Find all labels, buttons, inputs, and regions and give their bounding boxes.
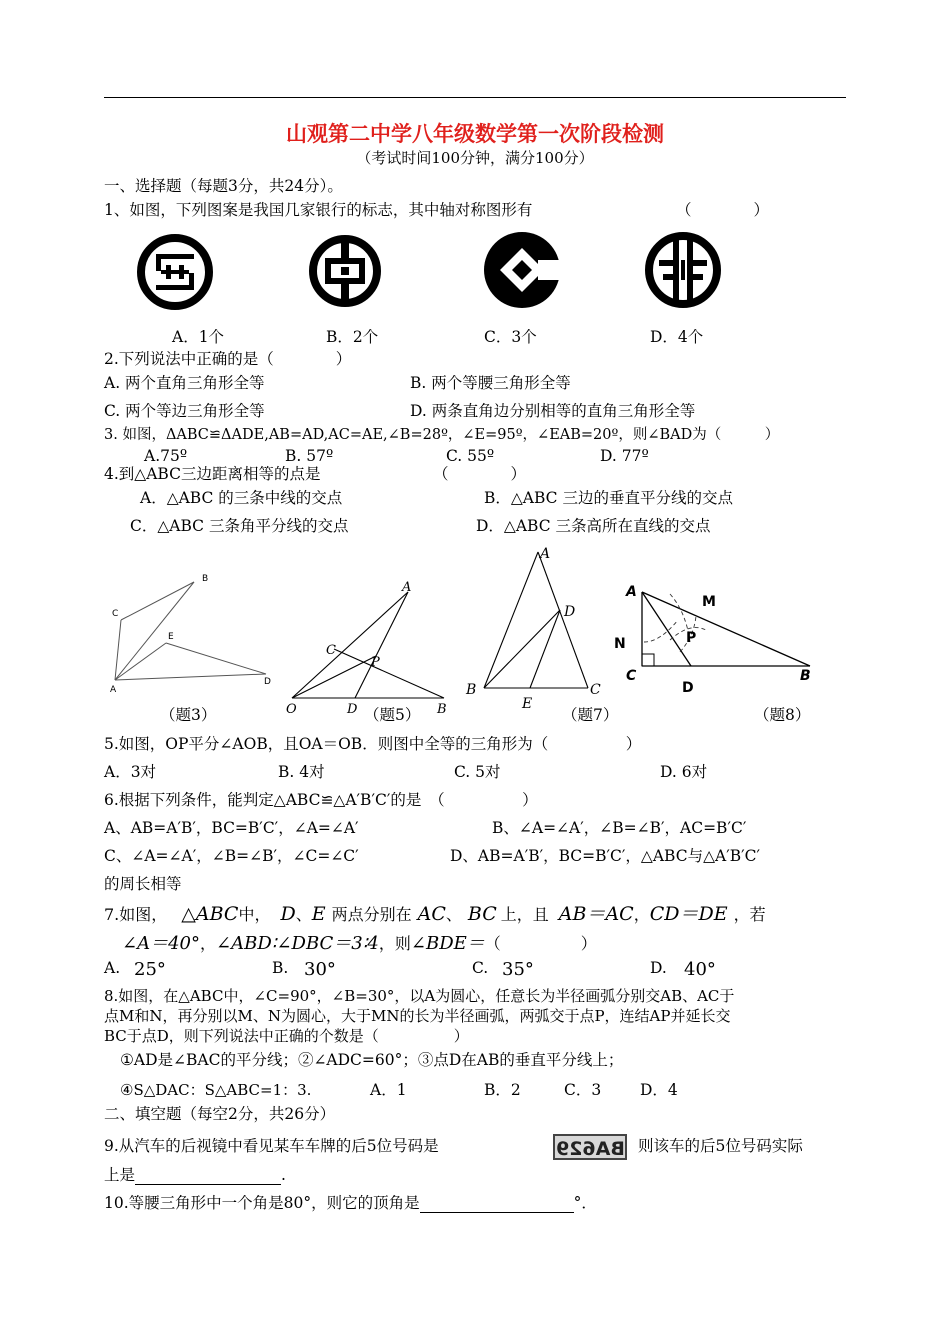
- q3-stem: 3. 如图，ΔABC≌ΔADE,AB=AD,AC=AE,∠B=28º，∠E=95º，∠EAB=20º，则∠BAD为（ ）: [104, 427, 780, 443]
- q9-text-c: 上是: [104, 1166, 136, 1184]
- f8-label-b: B: [800, 668, 811, 684]
- f3-label-a: A: [110, 685, 117, 695]
- q7-text-comma: ，: [633, 905, 650, 924]
- q7-line2: [122, 932, 597, 956]
- f5-label-o: O: [286, 702, 297, 717]
- q1-option-a: A．1个: [172, 328, 225, 346]
- q7-seg-bc: BC: [467, 903, 497, 925]
- q2-stem: 2.下列说法中正确的是（ ）: [104, 350, 352, 368]
- q4-option-d: D．△ABC 三条高所在直线的交点: [476, 517, 711, 535]
- q6-stem: 6.根据下列条件，能判定△ABC≌△A′B′C′的是 （ ）: [104, 791, 538, 809]
- f7-label-d: D: [564, 604, 576, 620]
- q7-ratio: ∠ABD∶∠DBC＝3∶4: [216, 933, 379, 954]
- q1-option-d: D．4个: [650, 328, 704, 346]
- q3-option-c: C. 55º: [446, 447, 495, 465]
- q7-option-c-letter: C.: [472, 959, 489, 977]
- q2-option-a: A. 两个直角三角形全等: [104, 374, 265, 392]
- q7-text-comma2: ，: [200, 934, 217, 953]
- q7-paren: （ ）: [484, 934, 597, 953]
- f5-label-c: C: [326, 643, 336, 658]
- q5-stem: 5.如图，OP平分∠AOB，且OA＝OB．则图中全等的三角形为（ ）: [104, 735, 642, 753]
- figure-5: [284, 576, 454, 718]
- q5-option-a: A．3对: [104, 763, 157, 781]
- f8-label-p: P: [686, 630, 697, 646]
- q8-line3: BC于点D，则下列说法中正确的个数是（ ）: [104, 1027, 469, 1045]
- q8-option-d: D．4: [640, 1081, 678, 1099]
- q4-paren: （ ）: [433, 465, 527, 483]
- q8-line4: ①AD是∠BAC的平分线；②∠ADC=60°；③点D在AB的垂直平分线上；: [120, 1051, 624, 1069]
- q7-seg-ac: AC: [417, 903, 446, 925]
- q7-text-ruo: ，若: [733, 905, 766, 924]
- f8-label-a: A: [626, 584, 637, 600]
- figure-8: [610, 572, 825, 700]
- figure-7: [460, 544, 610, 714]
- q7-point-d: D: [280, 903, 296, 925]
- q2-option-c: C. 两个等边三角形全等: [104, 402, 265, 420]
- q5-option-b: B. 4对: [278, 763, 325, 781]
- q1-option-c: C．3个: [484, 328, 537, 346]
- f5-label-b: B: [437, 702, 447, 717]
- caption-fig3: （题3）: [160, 706, 217, 724]
- q3-option-d: D. 77º: [600, 447, 649, 465]
- q5-option-d: D. 6对: [660, 763, 708, 781]
- f7-label-e: E: [522, 696, 533, 712]
- f8-label-m: M: [702, 594, 716, 610]
- bank-logo-2-icon: [306, 231, 384, 311]
- f5-label-p: P: [371, 655, 380, 670]
- f3-label-c: C: [112, 609, 119, 619]
- q7-option-b-letter: B.: [272, 959, 289, 977]
- f7-label-c: C: [590, 682, 601, 698]
- q8-line2: 点M和N，再分别以M、N为圆心，大于MN的长为半径画弧，两弧交于点P，连结AP并延长交: [104, 1007, 731, 1025]
- q7-text-ze: ，则: [378, 934, 411, 953]
- q7-line1: [104, 902, 766, 927]
- f8-label-d: D: [682, 680, 694, 696]
- q6-option-c: C、∠A=∠A′，∠B=∠B′，∠C=∠C′: [104, 847, 359, 865]
- f3-label-d: D: [264, 677, 271, 687]
- bank-logo-3-icon: [482, 230, 562, 310]
- q7-eq2: CD＝DE: [649, 903, 728, 925]
- header-rule: [104, 97, 846, 98]
- section2-heading: 二、填空题（每空2分，共26分）: [104, 1105, 336, 1123]
- q7-point-e: E: [311, 903, 326, 925]
- caption-fig7: （题7）: [562, 706, 619, 724]
- q7-option-c: 35°: [502, 959, 534, 980]
- q4-option-b: B．△ABC 三边的垂直平分线的交点: [484, 489, 733, 507]
- q9-text-b: 则该车的后5位号码实际: [638, 1137, 803, 1155]
- bank-logo-1-icon: [136, 232, 214, 312]
- q4-stem: 4.到△ABC三边距离相等的点是: [104, 465, 321, 483]
- license-plate-text: BA629: [555, 1138, 625, 1160]
- q8-option-c: C．3: [564, 1081, 602, 1099]
- q7-text-on: 上，且: [500, 905, 549, 924]
- bank-logo-4-icon: [643, 230, 723, 310]
- q5-option-c: C. 5对: [454, 763, 501, 781]
- q6-option-d-cont: 的周长相等: [104, 875, 182, 893]
- caption-fig5: （题5）: [364, 706, 421, 724]
- page-title: 山观第二中学八年级数学第一次阶段检测: [286, 122, 664, 146]
- q7-option-b: 30°: [304, 959, 336, 980]
- q10-text-b: °．: [573, 1194, 597, 1212]
- q9-text-d: .: [281, 1166, 286, 1184]
- q1-paren: （ ）: [676, 201, 770, 219]
- q8-line1: 8.如图，在△ABC中，∠C=90°，∠B=30°，以A为圆心，任意长为半径画弧分别交AB、AC于: [104, 987, 735, 1005]
- q6-option-a: A、AB=A′B′，BC=B′C′，∠A=∠A′: [104, 819, 359, 837]
- q7-text-zhong: 中，: [238, 905, 271, 924]
- q8-option-b: B．2: [484, 1081, 521, 1099]
- f5-label-a: A: [402, 580, 412, 595]
- q10-text-a: 10.等腰三角形中一个角是80°，则它的顶角是: [104, 1194, 420, 1212]
- q7-angle-a: ∠A＝40°: [122, 933, 200, 954]
- q7-text-a: 7.如图，: [104, 905, 168, 924]
- q9-answer-blank[interactable]: [135, 1168, 281, 1185]
- f8-label-n: N: [614, 636, 626, 652]
- license-plate-mirror: [553, 1134, 627, 1160]
- q2-option-b: B. 两个等腰三角形全等: [410, 374, 571, 392]
- figure-3: [104, 570, 284, 700]
- q7-option-d: 40°: [684, 959, 716, 980]
- q7-option-a-letter: A.: [104, 959, 121, 977]
- q7-eq1: AB＝AC: [558, 903, 634, 925]
- q4-option-a: A．△ABC 的三条中线的交点: [140, 489, 343, 507]
- q7-text-mid: 两点分别在: [331, 905, 412, 924]
- f5-label-d: D: [347, 702, 358, 717]
- q9-text-a: 9.从汽车的后视镜中看见某车车牌的后5位号码是: [104, 1137, 439, 1155]
- f7-label-a: A: [540, 546, 551, 562]
- q4-option-c: C．△ABC 三条角平分线的交点: [130, 517, 349, 535]
- q7-option-a: 25°: [134, 959, 166, 980]
- caption-fig8: （题8）: [754, 706, 811, 724]
- q8-option-a: A．1: [370, 1081, 407, 1099]
- q8-line5: ④S△DAC：S△ABC=1：3.: [120, 1081, 312, 1099]
- f3-label-b: B: [202, 574, 209, 584]
- q6-option-b: B、∠A=∠A′，∠B=∠B′，AC=B′C′: [492, 819, 747, 837]
- f7-label-b: B: [466, 682, 477, 698]
- q6-option-d: D、AB=A′B′，BC=B′C′，△ABC与△A′B′C′: [450, 847, 761, 865]
- q1-option-b: B．2个: [326, 328, 379, 346]
- q3-option-a: A.75º: [144, 447, 188, 465]
- q7-option-d-letter: D.: [650, 959, 667, 977]
- page-subtitle: （考试时间100分钟，满分100分）: [356, 149, 594, 167]
- q1-stem: 1、如图，下列图案是我国几家银行的标志，其中轴对称图形有: [104, 201, 533, 219]
- f8-label-c: C: [626, 668, 637, 684]
- q7-angle-bde: ∠BDE＝: [410, 933, 485, 954]
- f3-label-e: E: [168, 632, 174, 642]
- q7-triangle: △ABC: [181, 903, 239, 925]
- q3-option-b: B. 57º: [285, 447, 334, 465]
- q10-answer-blank[interactable]: [420, 1196, 574, 1213]
- q7-text-dun: 、: [295, 905, 312, 924]
- q2-option-d: D. 两条直角边分别相等的直角三角形全等: [410, 402, 696, 420]
- q7-text-dun2: 、: [445, 905, 462, 924]
- section1-heading: 一、选择题（每题3分，共24分）。: [104, 177, 343, 195]
- q9-line2: [104, 1165, 286, 1185]
- q10-line: [104, 1193, 597, 1213]
